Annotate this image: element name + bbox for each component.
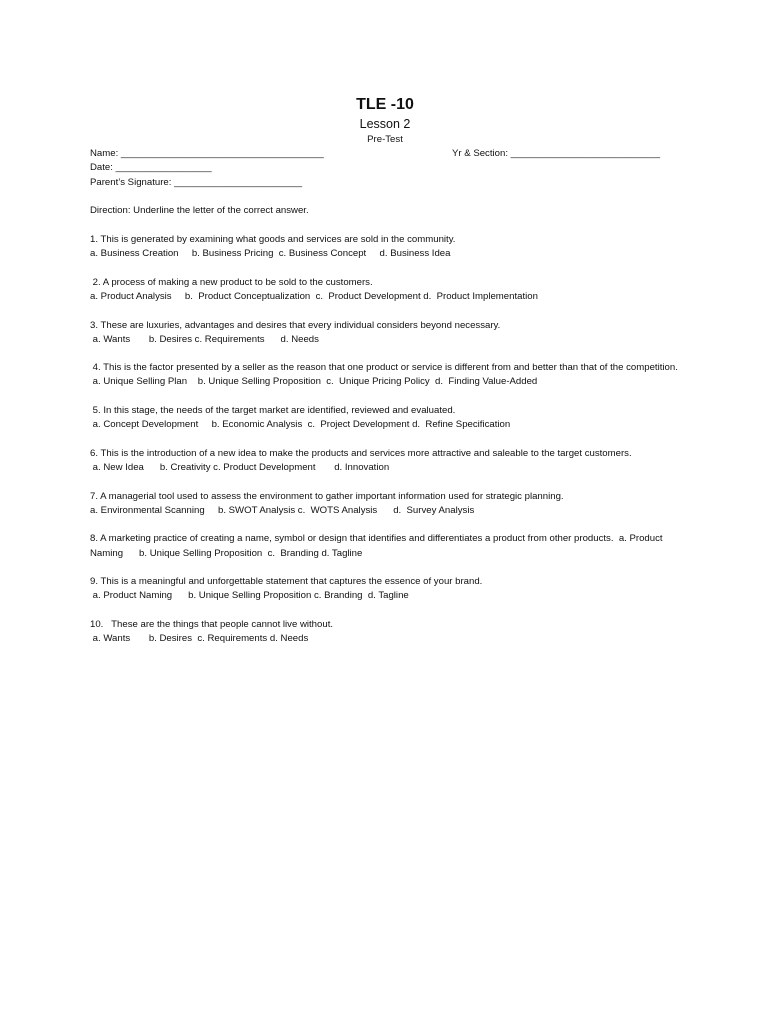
question-item [90, 575, 690, 603]
lesson-label: Lesson 2 [359, 117, 411, 131]
question-item [90, 233, 690, 261]
question-text: 6. This is the introduction of a new idea to make the products and services more attractive and saleable to the target customers. [90, 447, 632, 459]
question-text: 9. This is a meaningful and unforgettable statement that captures the essence of your brand. [90, 576, 483, 588]
question-choices: a. Wants b. Desires c. Requirements d. Needs [90, 633, 309, 645]
question-choices: a. New Idea b. Creativity c. Product Development d. Innovation [90, 462, 390, 473]
question-item [90, 319, 690, 347]
question-text: 2. A process of making a new product to be sold to the customers. [90, 276, 373, 288]
question-choices: a. Business Creation b. Business Pricing c. Business Concept d. Business Idea [90, 248, 451, 260]
question-item [90, 532, 690, 560]
question-item [90, 276, 690, 304]
question-choices: a. Unique Selling Plan b. Unique Selling Proposition c. Unique Pricing Policy d. Finding Value-Added [90, 376, 538, 388]
question-text: 10. These are the things that people cannot live without. [90, 619, 334, 631]
question-text: 3. These are luxuries, advantages and desires that every individual considers beyond necessary. [90, 319, 501, 331]
question-item [90, 618, 690, 646]
question-list [90, 233, 690, 661]
question-item [90, 490, 690, 518]
signature-field: Parent’s Signature: ________________________ [90, 176, 303, 188]
question-text: 5. In this stage, the needs of the target market are identified, reviewed and evaluated. [90, 405, 456, 417]
section-field: Yr & Section: ____________________________ [452, 148, 661, 159]
question-text: 1. This is generated by examining what goods and services are sold in the community. [90, 234, 456, 245]
question-item [90, 361, 690, 389]
test-type-label: Pre-Test [367, 134, 403, 145]
direction-text: Direction: Underline the letter of the correct answer. [90, 205, 309, 216]
date-field: Date: __________________ [90, 162, 212, 174]
document-header [0, 95, 768, 147]
question-choices: a. Product Analysis b. Product Conceptualization c. Product Development d. Product Implementation [90, 290, 538, 302]
question-choices: a. Product Naming b. Unique Selling Proposition c. Branding d. Tagline [90, 590, 409, 602]
question-text: 8. A marketing practice of creating a name, symbol or design that identifies and differentiates a product from other products. a. Product Naming b. Unique Selling Proposition c. Branding d. Tagline [90, 533, 666, 559]
document-title: TLE -10 [356, 96, 414, 113]
question-item [90, 447, 690, 475]
question-text: 7. A managerial tool used to assess the environment to gather important information used for strategic planning. [90, 490, 564, 502]
question-choices: a. Concept Development b. Economic Analysis c. Project Development d. Refine Specification [90, 419, 511, 431]
name-field: Name: ______________________________________ [90, 148, 324, 159]
question-choices: a. Environmental Scanning b. SWOT Analysis c. WOTS Analysis d. Survey Analysis [90, 504, 475, 516]
question-text: 4. This is the factor presented by a seller as the reason that one product or service is different from and better than that of the competition. [90, 362, 678, 374]
question-choices: a. Wants b. Desires c. Requirements d. Needs [90, 333, 319, 345]
question-item [90, 404, 690, 432]
